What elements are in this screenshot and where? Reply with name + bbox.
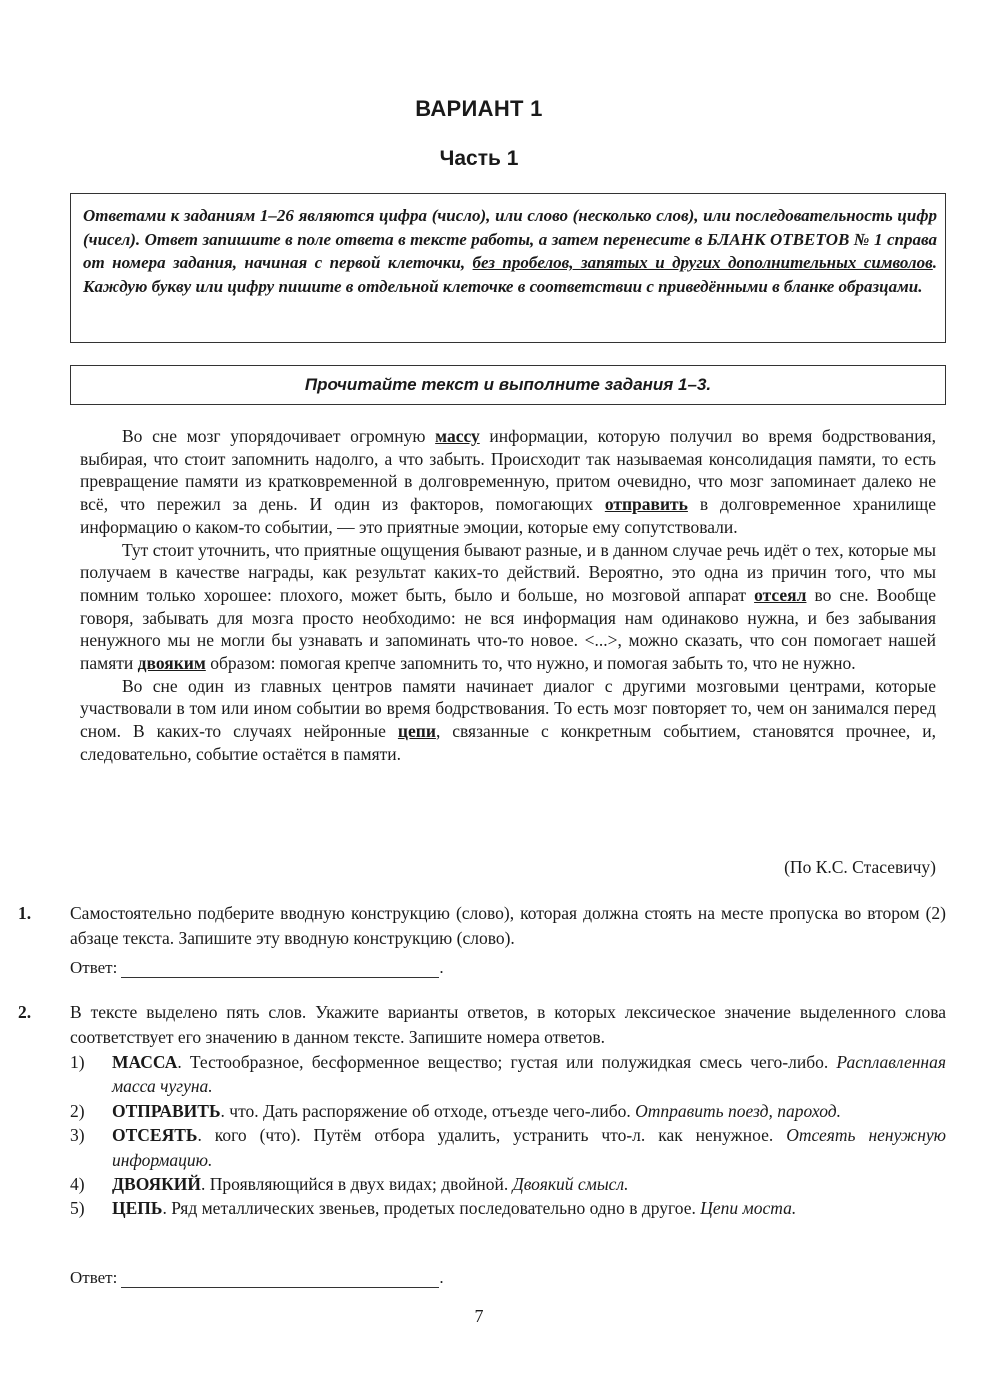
option-3: 3) ОТСЕЯТЬ. кого (что). Путём отбора удалить, устранить что-л. как ненужное. Отсеять ненужную информацию. — [70, 1125, 946, 1170]
option-4: 4) ДВОЯКИЙ. Проявляющийся в двух видах; двойной. Двоякий смысл. — [70, 1174, 629, 1195]
answer-label: Ответ: — [70, 1268, 118, 1287]
highlighted-word-tsepi: цепи — [397, 721, 436, 742]
answer-options — [70, 1050, 946, 1221]
highlighted-word-massa: массу — [435, 426, 480, 446]
highlighted-word-dvoyakim: двояким — [137, 653, 206, 674]
instruction-underlined: без пробелов, запятых и других дополнительных символов — [472, 253, 933, 273]
task-header: Прочитайте текст и выполните задания 1–3. — [70, 365, 946, 405]
option-1: 1) МАССА. Тестообразное, бесформенное вещество; густая или полужидкая смесь чего-либо. Расплавленная масса чугуна. — [70, 1052, 946, 1097]
option-word: ДВОЯКИЙ — [112, 1174, 202, 1195]
paragraph-1: Во сне мозг упорядочивает огромную массу информации, которую получил во время бодрствования, выбирая, что стоит запомнить надолго, а что забыть. Происходит так называемая консолидация памяти, то есть превращение памяти из кратковременной в долговременную, притом очевидно, что мозг запоминает далеко не всё, что пережил за день. И один из факторов, помогающих отправить в долговременное хранилище информацию о каком-то событии, — это приятные эмоции, которые ему сопутствовали. — [80, 426, 936, 537]
paragraph-3: Во сне один из главных центров памяти начинает диалог с другими мозговыми центрами, которые участвовали в том или ином событии во время бодрствования. То есть мозг повторяет то, чем он занимался перед сном. В каких-то случаях нейронные цепи, связанные с конкретным событием, становятся прочнее, и, следовательно, событие остаётся в памяти. — [80, 675, 936, 764]
question-2-number: 2. — [18, 1002, 32, 1022]
paragraph-2: Тут стоит уточнить, что приятные ощущения бывают разные, и в данном случае речь идёт о тех, которые мы получаем в качестве награды, как результат каких-то действий. Вероятно, это одна из причин того, что мы помним только хорошее: плохого, может быть, было и больше, но мозговой аппарат отсеял во сне. Вообще говоря, забывать для мозга просто необходимо: не вся информация нам одинаково нужна, и без забывания ненужного мы не могли бы узнавать и запоминать что-то новое. <...>, можно сказать, что сон помогает нашей памяти двояким образом: помогая крепче запомнить то, что нужно, и помогая забыть то, что не нужно. — [80, 539, 936, 674]
question-1-number: 1. — [18, 903, 32, 923]
question-2-text: В тексте выделено пять слов. Укажите варианты ответов, в которых лексическое значение выделенного слова соответствует его значению в данном тексте. Запишите номера ответов. — [70, 1002, 946, 1047]
page-number: 7 — [474, 1306, 484, 1326]
option-2: 2) ОТПРАВИТЬ. что. Дать распоряжение об отходе, отъезде чего-либо. Отправить поезд, пароход. — [70, 1100, 841, 1121]
instruction-text: Ответами к заданиям 1–26 являются цифра (число), или слово (несколько слов), или последовательность цифр (чисел). Ответ запишите в поле ответа в тексте работы, а затем перенесите в БЛАНК ОТВЕТОВ № 1 справа от номера задания, начиная с первой клеточки, — [83, 206, 937, 273]
highlighted-word-otpravit: отправить — [604, 494, 688, 515]
highlighted-word-otseyal: отсеял — [754, 584, 807, 605]
reading-text — [80, 425, 936, 766]
option-word: МАССА — [112, 1052, 178, 1072]
instruction-box — [70, 193, 946, 343]
variant-title: ВАРИАНТ 1 — [415, 96, 543, 121]
answer-label: Ответ: — [70, 958, 118, 977]
instruction-text-end: . Каждую букву или цифру пишите в отдельной клеточке в соответствии с приведёнными в бланке образцами. — [83, 253, 937, 296]
option-word: ОТПРАВИТЬ — [112, 1100, 221, 1121]
answer-field-1[interactable] — [121, 962, 439, 978]
question-1-answer: Ответ: . — [70, 958, 444, 977]
part-title: Часть 1 — [439, 147, 519, 170]
question-2-answer: Ответ: . — [70, 1268, 444, 1287]
option-word: ЦЕПЬ — [112, 1198, 163, 1219]
question-1-text: Самостоятельно подберите вводную конструкцию (слово), которая должна стоять на месте пропуска во втором (2) абзаце текста. Запишите эту вводную конструкцию (слово). — [70, 903, 946, 948]
option-5: 5) ЦЕПЬ. Ряд металлических звеньев, продетых последовательно одно в другое. Цепи моста. — [70, 1198, 797, 1219]
answer-field-2[interactable] — [121, 1272, 439, 1288]
text-source: (По К.С. Стасевичу) — [784, 857, 936, 877]
option-word: ОТСЕЯТЬ — [112, 1125, 198, 1146]
